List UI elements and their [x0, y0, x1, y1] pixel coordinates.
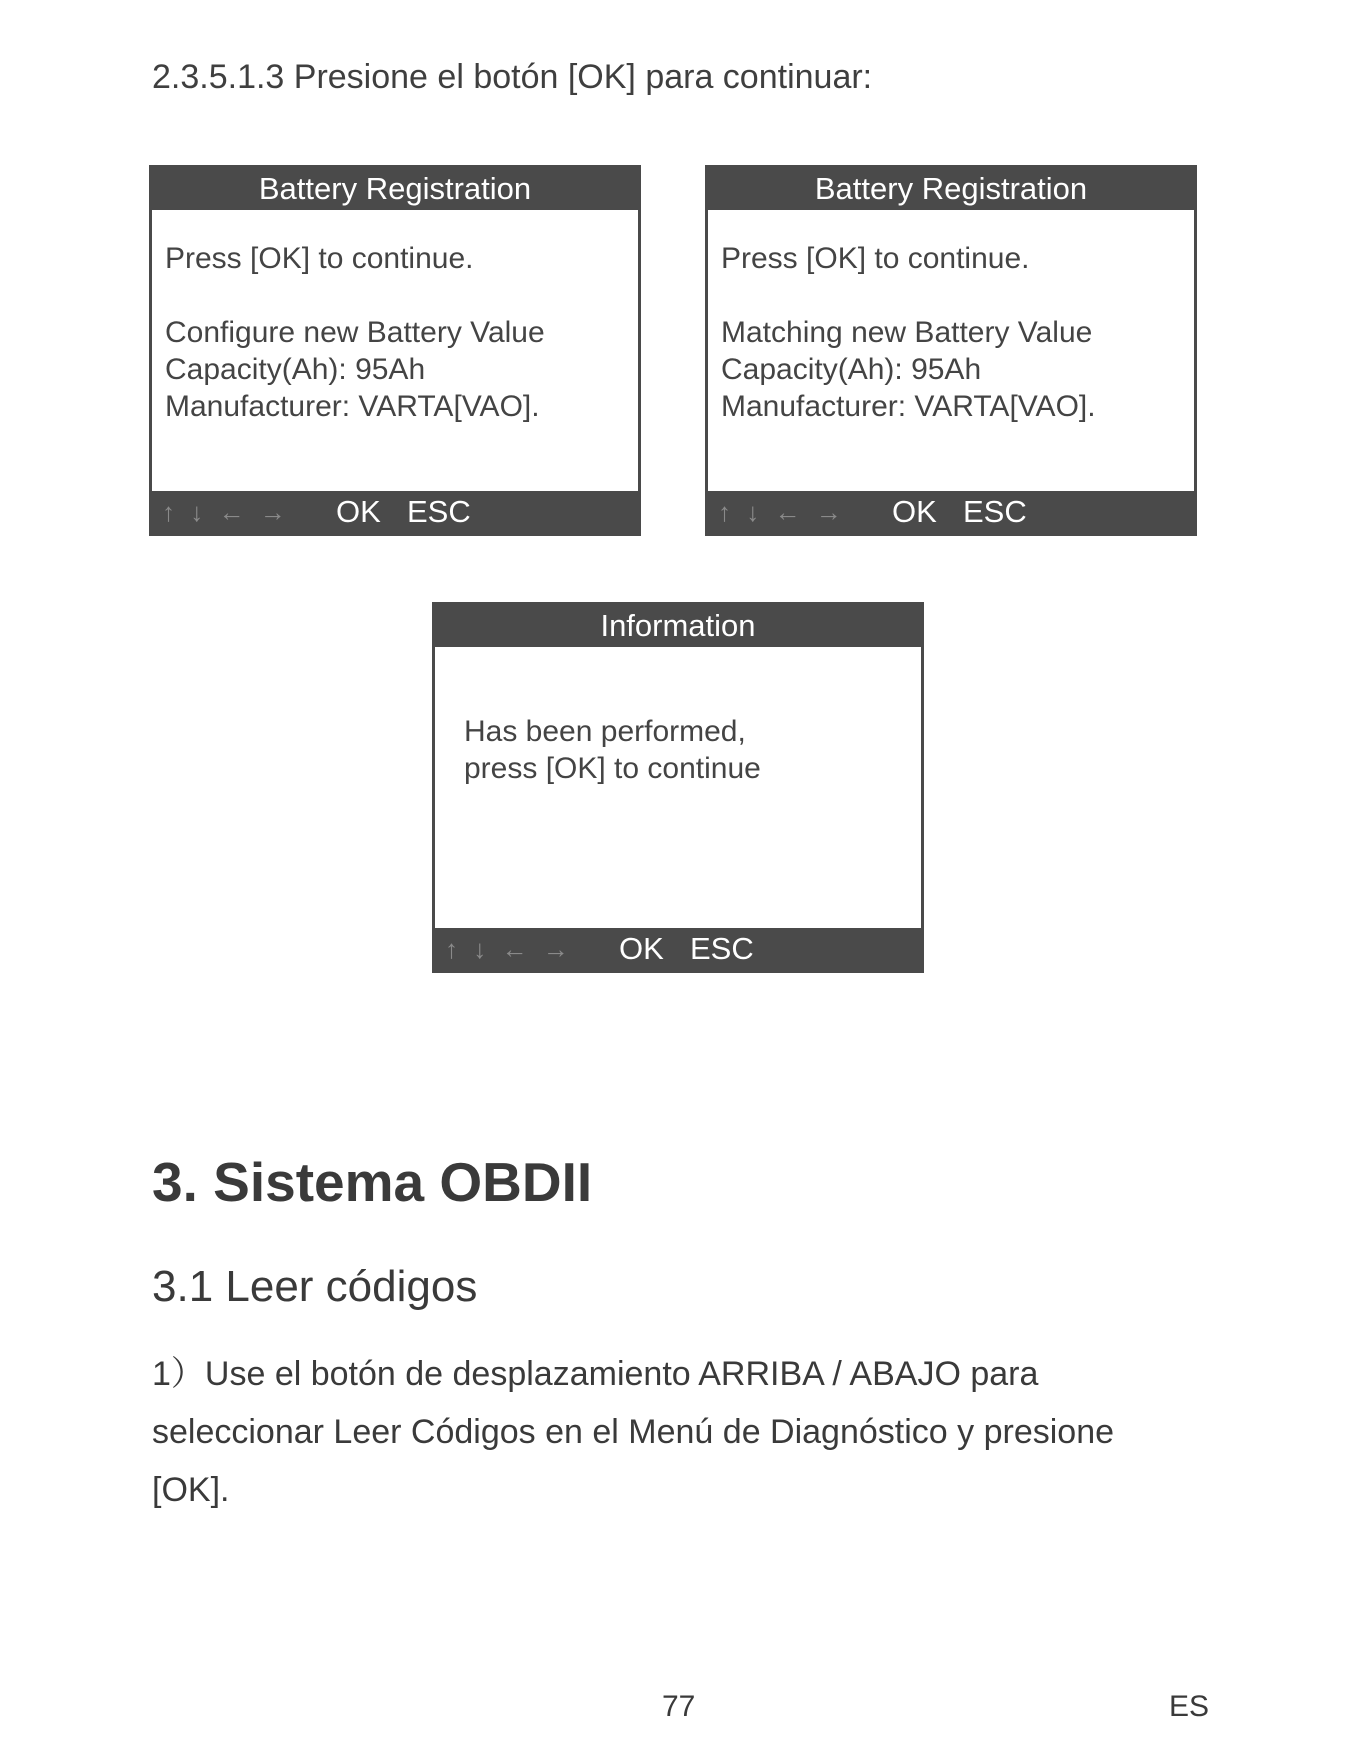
screen-title: Battery Registration — [708, 168, 1194, 210]
screen-line: Matching new Battery Value — [721, 316, 1093, 349]
arrow-left-icon: ← — [774, 497, 805, 527]
instruction-paragraph — [152, 1345, 1212, 1519]
screen-body — [464, 713, 761, 787]
screen-line-gap — [165, 277, 545, 314]
battery-registration-screen-configure — [149, 165, 641, 536]
arrow-right-icon: → — [815, 497, 846, 527]
screen-line: Manufacturer: VARTA[VAO]. — [721, 390, 1096, 423]
section-title: 3. Sistema OBDII — [152, 1151, 593, 1213]
esc-key-label: ESC — [963, 494, 1027, 529]
esc-key-label: ESC — [690, 931, 754, 966]
navigation-arrows — [162, 491, 290, 533]
screen-line: Press [OK] to continue. — [721, 242, 1030, 275]
screen-line: Press [OK] to continue. — [165, 242, 474, 275]
navigation-arrows — [718, 491, 846, 533]
paragraph-line: seleccionar Leer Códigos en el Menú de Diagnóstico y presione — [152, 1413, 1115, 1451]
screen-body — [721, 240, 1096, 425]
screen-title: Battery Registration — [152, 168, 638, 210]
screen-body — [165, 240, 545, 425]
subsection-title: 3.1 Leer códigos — [152, 1262, 478, 1311]
screen-line: press [OK] to continue — [464, 752, 761, 785]
arrow-up-icon: ↑ — [162, 497, 179, 527]
screen-footer — [152, 491, 638, 533]
screen-line: Capacity(Ah): 95Ah — [721, 353, 982, 386]
page-number: 77 — [662, 1690, 696, 1723]
ok-key-label: OK — [892, 494, 937, 529]
paragraph-line: 1）Use el botón de desplazamiento ARRIBA / ABAJO para — [152, 1355, 1039, 1393]
arrow-right-icon: → — [259, 497, 290, 527]
arrow-down-icon: ↓ — [746, 497, 764, 527]
arrow-down-icon: ↓ — [473, 934, 491, 964]
arrow-left-icon: ← — [218, 497, 249, 527]
arrow-left-icon: ← — [501, 934, 532, 964]
navigation-arrows — [445, 928, 573, 970]
arrow-up-icon: ↑ — [718, 497, 735, 527]
arrow-up-icon: ↑ — [445, 934, 462, 964]
battery-registration-screen-matching — [705, 165, 1197, 536]
information-screen — [432, 602, 924, 973]
screen-title: Information — [435, 605, 921, 647]
ok-key-label: OK — [336, 494, 381, 529]
screen-line-gap — [721, 277, 1096, 314]
screen-line: Configure new Battery Value — [165, 316, 545, 349]
step-heading: 2.3.5.1.3 Presione el botón [OK] para continuar: — [152, 58, 873, 96]
esc-key-label: ESC — [407, 494, 471, 529]
screen-line: Manufacturer: VARTA[VAO]. — [165, 390, 540, 423]
screen-footer — [708, 491, 1194, 533]
paragraph-line: [OK]. — [152, 1471, 230, 1509]
arrow-right-icon: → — [542, 934, 573, 964]
arrow-down-icon: ↓ — [190, 497, 208, 527]
screen-line: Has been performed, — [464, 715, 746, 748]
screen-line: Capacity(Ah): 95Ah — [165, 353, 426, 386]
language-code: ES — [1169, 1690, 1210, 1723]
screen-footer — [435, 928, 921, 970]
ok-key-label: OK — [619, 931, 664, 966]
